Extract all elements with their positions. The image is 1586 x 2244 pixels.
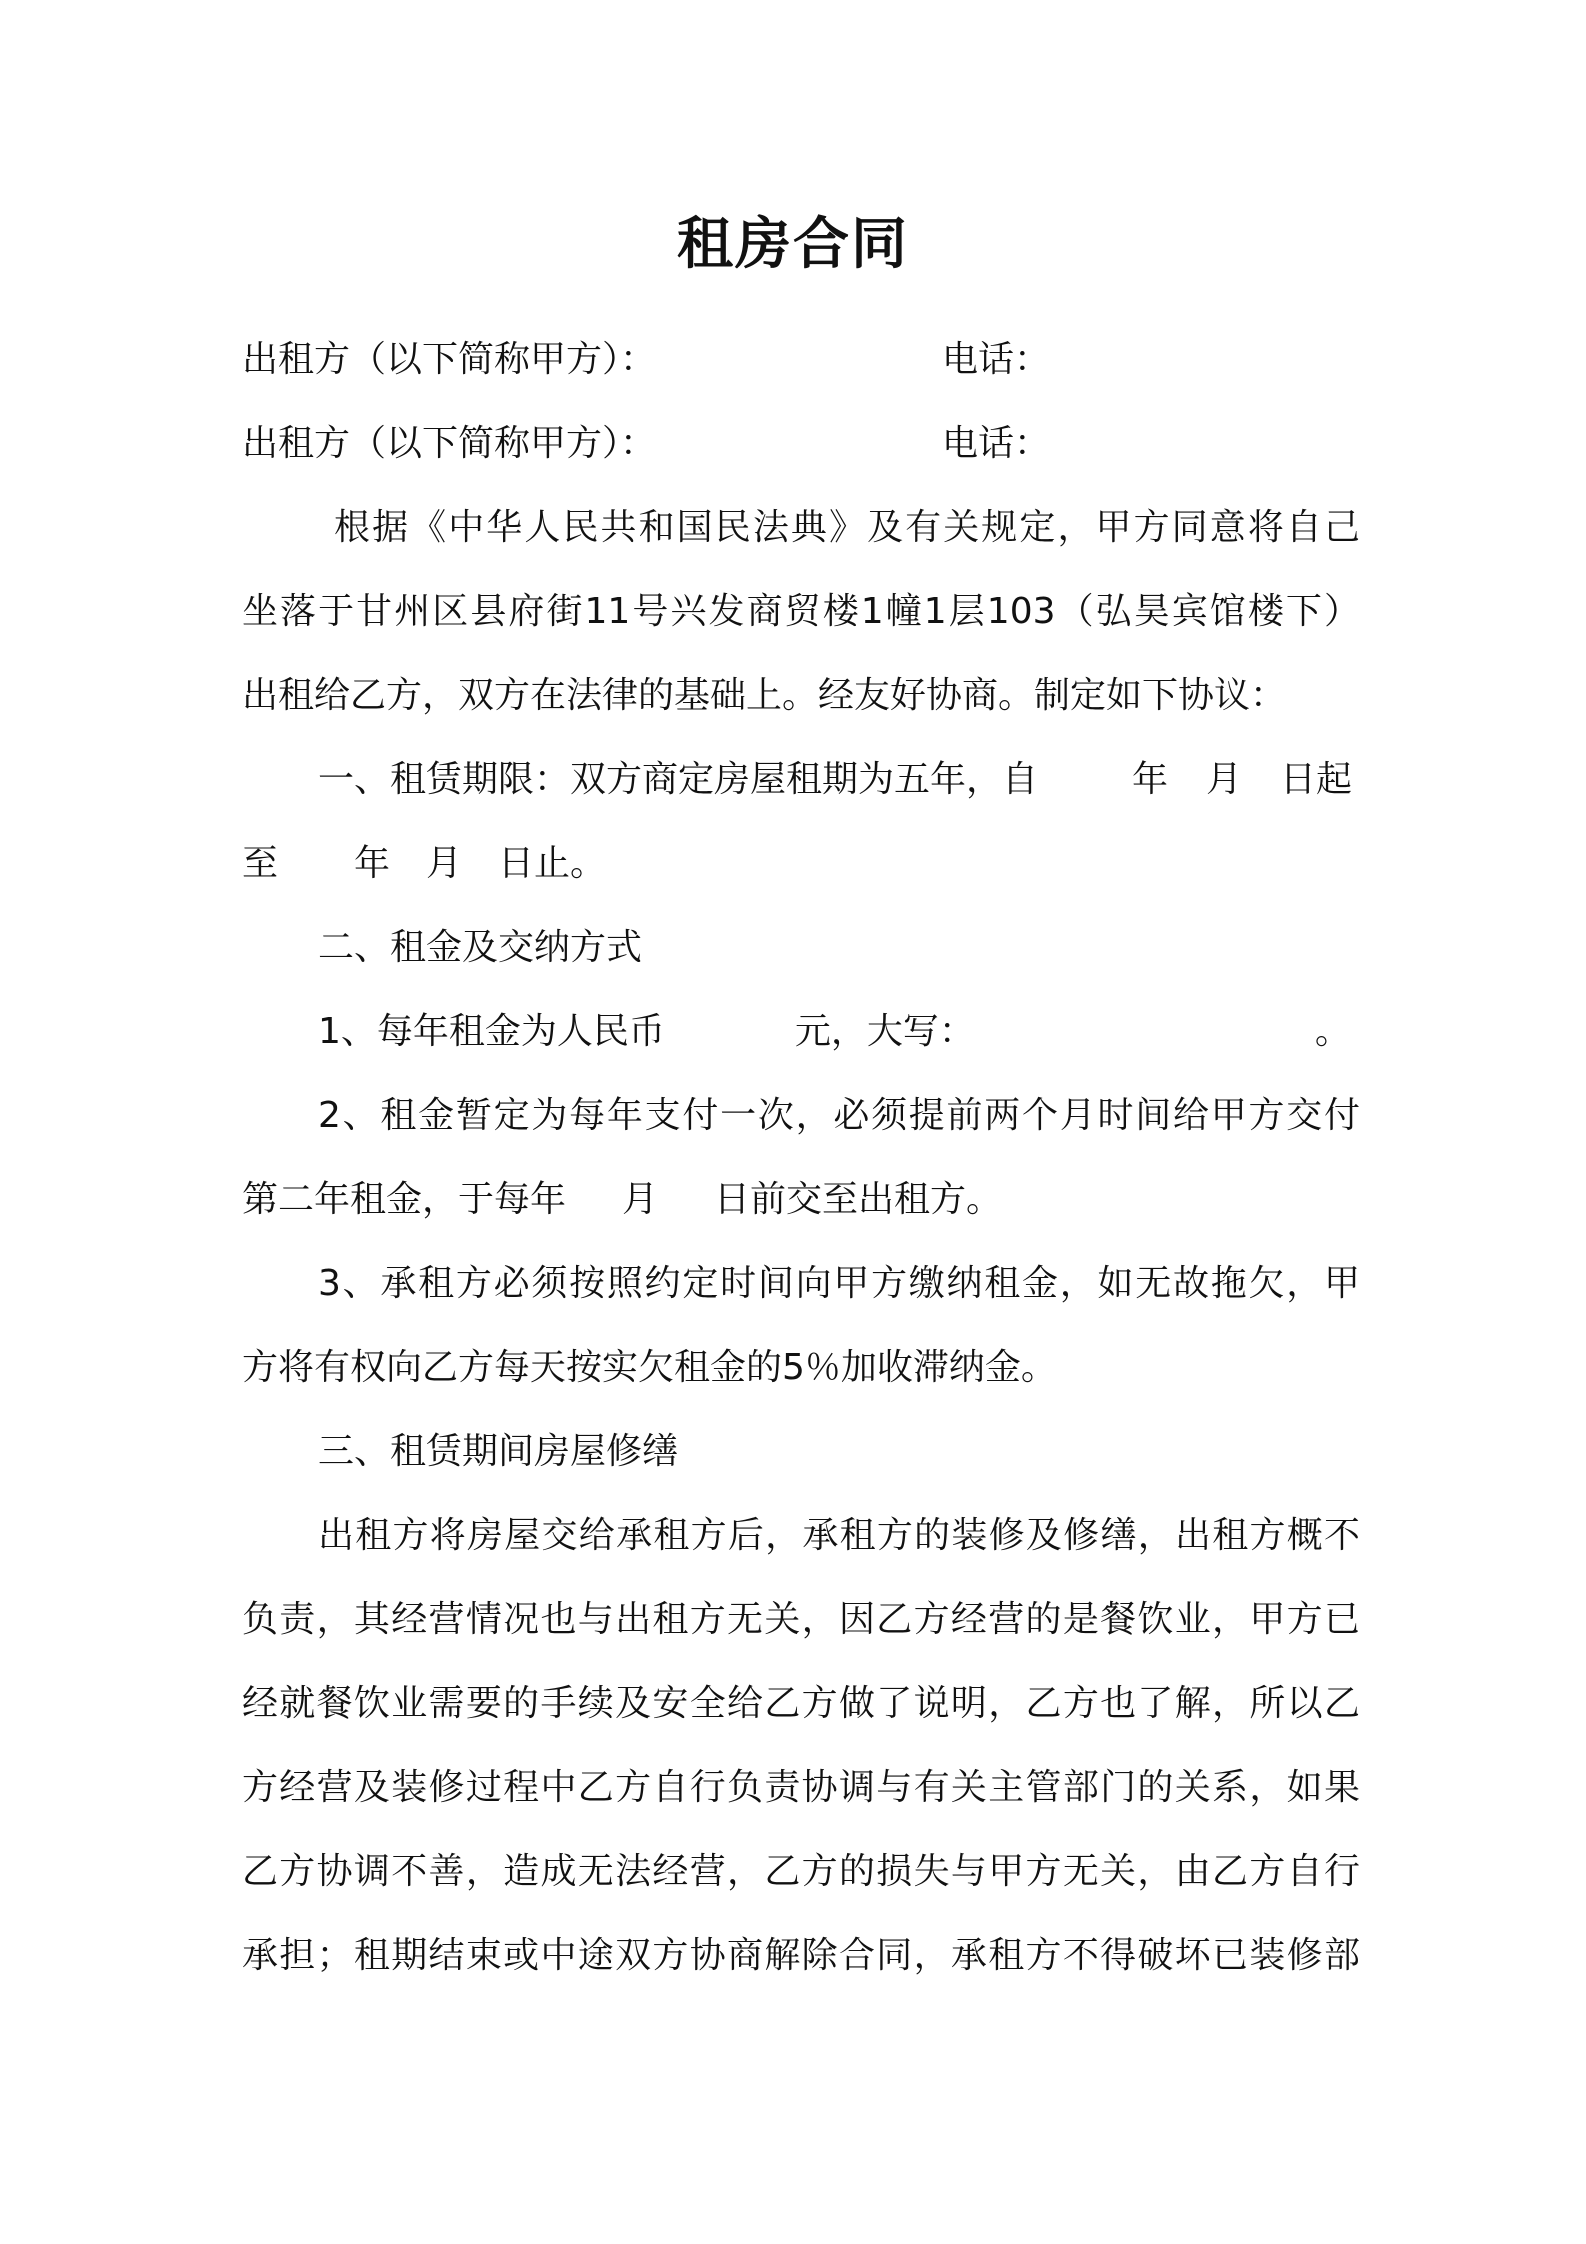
party-line-1 (242, 318, 1360, 402)
rent-text: 第二年租金，于每年 (242, 1179, 567, 1220)
rent-item-3-cont: 方将有权向乙方每天按实欠租金的5％加收滞纳金。 (242, 1347, 1057, 1388)
rent-item-2-cont (242, 1158, 1360, 1242)
repair-line: 乙方协调不善，造成无法经营，乙方的损失与甲方无关，由乙方自行 (242, 1851, 1360, 1892)
rent-item-1 (242, 990, 1360, 1074)
term-month: 月 (1206, 759, 1243, 800)
term-year: 年 (354, 843, 391, 884)
intro-line: 出租给乙方，双方在法律的基础上。经友好协商。制定如下协议： (242, 675, 1287, 716)
rent-item-3: 3、承租方必须按照约定时间向甲方缴纳租金，如无故拖欠，甲 (318, 1263, 1360, 1304)
rent-words-label: 元，大写： (794, 1011, 975, 1052)
repair-line: 经就餐饮业需要的手续及安全给乙方做了说明，乙方也了解，所以乙 (242, 1683, 1360, 1724)
section-heading: 三、租赁期间房屋修缮 (318, 1431, 679, 1472)
term-text: 一、租赁期限：双方商定房屋租期为五年，自 (318, 759, 1039, 800)
rent-item-2: 2、租金暂定为每年支付一次，必须提前两个月时间给甲方交付 (318, 1095, 1360, 1136)
rent-text: 日前交至出租方。 (714, 1179, 1003, 1220)
phone-label: 电话： (942, 423, 1051, 464)
term-day: 日起 (1280, 759, 1353, 800)
contract-body (242, 318, 1360, 1998)
intro-line: 根据《中华人民共和国民法典》及有关规定，甲方同意将自己 (334, 507, 1360, 548)
term-line-1 (242, 738, 1360, 822)
repair-line: 负责，其经营情况也与出租方无关，因乙方经营的是餐饮业，甲方已 (242, 1599, 1360, 1640)
lessor-label: 出租方（以下简称甲方）： (242, 339, 657, 380)
lessor-label: 出租方（以下简称甲方）： (242, 423, 657, 464)
document-title: 租房合同 (677, 212, 909, 277)
term-day: 日止。 (498, 843, 607, 884)
term-month: 月 (426, 843, 463, 884)
term-text: 至 (242, 843, 279, 884)
intro-line: 坐落于甘州区县府街11号兴发商贸楼1幢1层103（弘昊宾馆楼下） (242, 591, 1360, 632)
repair-line: 方经营及装修过程中乙方自行负责协调与有关主管部门的关系，如果 (242, 1767, 1360, 1808)
term-year: 年 (1132, 759, 1169, 800)
section-heading: 二、租金及交纳方式 (318, 927, 643, 968)
party-line-2 (242, 402, 1360, 486)
repair-line: 出租方将房屋交给承租方后，承租方的装修及修缮，出租方概不 (318, 1515, 1360, 1556)
repair-line: 承担；租期结束或中途双方协商解除合同，承租方不得破坏已装修部 (242, 1935, 1360, 1976)
rent-amount-label: 1、每年租金为人民币 (318, 1011, 665, 1052)
term-line-2 (242, 822, 1360, 906)
rent-period: 。 (1314, 1011, 1351, 1052)
phone-label: 电话： (942, 339, 1051, 380)
rent-month: 月 (622, 1179, 659, 1220)
